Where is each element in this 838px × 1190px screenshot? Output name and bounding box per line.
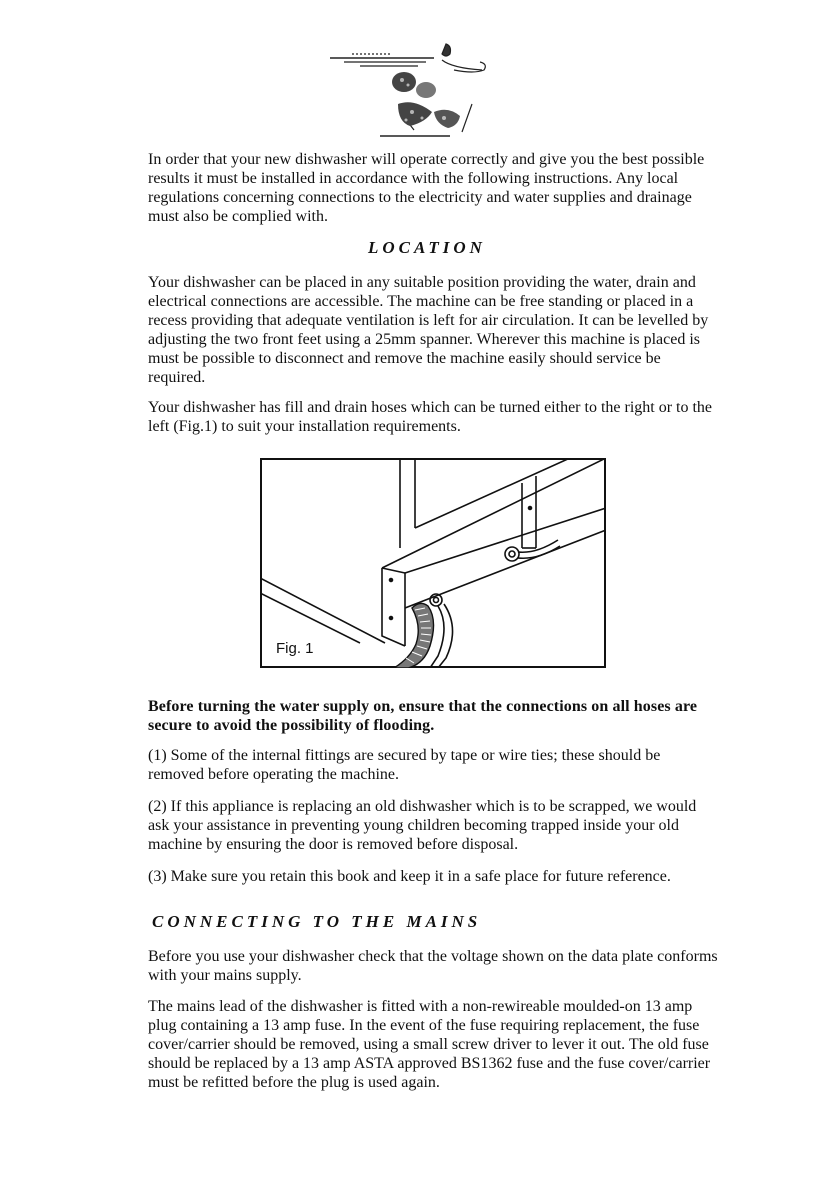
note-1: (1) Some of the internal fittings are secured by tape or wire ties; these should be removed before operating the machine. [148, 747, 661, 783]
mains-heading: CONNECTING TO THE MAINS [152, 912, 482, 931]
location-heading: LOCATION [368, 238, 486, 257]
location-paragraph-1: Your dishwasher can be placed in any suitable position providing the water, drain and electrical connections are accessible. The machine can be free standing or placed in a recess providing that adequate ventilation is left for air circulation. It can be levelled by adjusting the two front feet using a 25mm spanner. Wherever this machine is placed is must be possible to disconnect and remove the machine easily should service be required. [148, 274, 709, 386]
note-2: (2) If this appliance is replacing an old dishwasher which is to be scrapped, we would ask your assistance in preventing young children becoming trapped inside your old machine by ensuring the door is removed before disposal. [148, 798, 697, 853]
fig1-label: Fig. 1 [276, 640, 314, 657]
location-paragraph-2: Your dishwasher has fill and drain hoses which can be turned either to the right or to the left (Fig.1) to suit your installation requirements. [148, 399, 713, 435]
note-3: (3) Make sure you retain this book and keep it in a safe place for future reference. [148, 868, 671, 885]
mains-paragraph-2: The mains lead of the dishwasher is fitted with a non-rewireable moulded-on 13 amp plug containing a 13 amp fuse. In the event of the fuse requiring replacement, the fuse cover/carrier should be removed, using a small screw driver to lever it out. The old fuse should be replaced by a 13 amp ASTA approved BS1362 fuse and the fuse cover/carrier must be refitted before the plug is used again. [148, 998, 711, 1091]
intro-paragraph: In order that your new dishwasher will operate correctly and give you the best possible results it must be installed in accordance with the following instructions. Any local regulations concerning connections to the electricity and water supplies and drainage must also be complied with. [148, 151, 705, 225]
running-figure-logo [322, 40, 492, 140]
flooding-warning: Before turning the water supply on, ensure that the connections on all hoses are secure to avoid the possibility of flooding. [148, 698, 698, 734]
mains-paragraph-1: Before you use your dishwasher check that the voltage shown on the data plate conforms with your mains supply. [148, 948, 718, 984]
fig1-hose-diagram [260, 458, 606, 668]
